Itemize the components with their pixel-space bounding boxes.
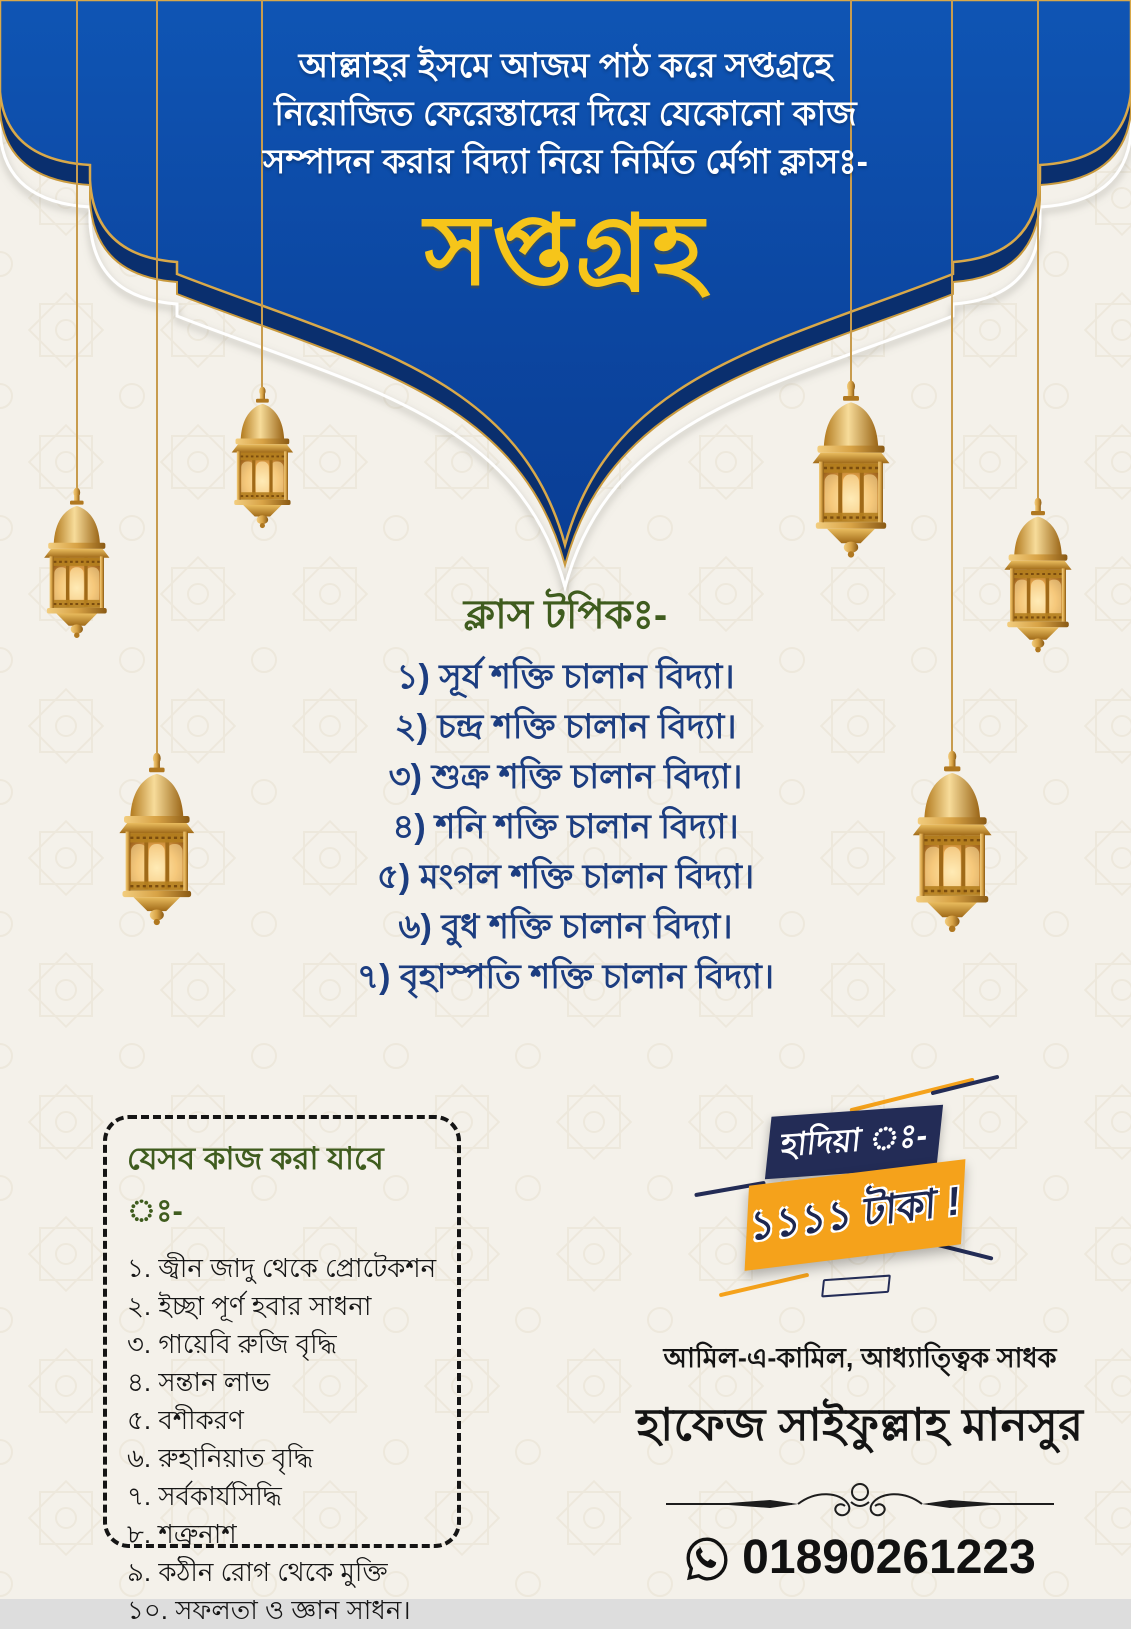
poster-title: সপ্তগ্রহ [424,198,707,306]
works-heading: যেসব কাজ করা যাবে ঃ- [127,1141,384,1228]
instructor-credentials: আমিল-এ-কামিল, আধ্যাত্ত্বিক সাধক [663,1343,1057,1373]
lantern-right-top [813,381,890,558]
lantern-left-top [232,387,293,528]
instructor-block [610,1338,1110,1585]
price-badge [690,1085,1070,1320]
intro-line: আল্লাহর ইসমে আজম পাঠ করে সপ্তগ্রহে [298,47,833,85]
work-item: ৩. গায়েবি রুজি বৃদ্ধি [127,1329,337,1359]
work-item: ৯. কঠীন রোগ থেকে মুক্তি [127,1557,388,1587]
topics-list [0,652,1131,1002]
ornamental-divider [660,1480,1060,1524]
work-item: ৭. সর্বকার্যসিদ্ধি [127,1481,282,1511]
accent-line-orange [719,1273,810,1298]
whatsapp-icon[interactable] [684,1535,730,1581]
phone-row[interactable] [610,1530,1110,1585]
topics-heading: ক্লাস টপিকঃ- [463,593,668,637]
work-item: ১. জ্বীন জাদু থেকে প্রোটেকশন [127,1253,437,1283]
work-item: ৮. শত্রুনাশ [127,1519,237,1549]
work-item: ২. ইচ্ছা পূর্ণ হবার সাধনা [127,1291,372,1321]
price-amount: ১১১১ টাকা ! [748,1178,962,1249]
works-box [103,1115,461,1625]
work-item: ৫. বশীকরণ [127,1405,244,1435]
intro-line: নিয়োজিত ফেরেস্তাদের দিয়ে যেকোনো কাজ [274,95,857,133]
price-label: হাদিয়া ঃ- [779,1116,930,1164]
accent-outline-box [821,1275,891,1298]
intro-line: সম্পাদন করার বিদ্যা নিয়ে নির্মিত র্মেগা ক্লাসঃ- [263,143,868,181]
topic-item: ১) সূর্য শক্তি চালান বিদ্যা। [396,658,735,696]
phone-number[interactable]: 01890261223 [742,1531,1036,1584]
topic-item: ৪) শনি শক্তি চালান বিদ্যা। [392,808,739,846]
topic-item: ৩) শুক্র শক্তি চালান বিদ্যা। [388,758,743,796]
work-item: ১০. সফলতা ও জ্ঞান সাধন। [127,1595,411,1625]
topic-item: ২) চন্দ্র শক্তি চালান বিদ্যা। [394,708,737,746]
topic-item: ৬) বুধ শক্তি চালান বিদ্যা। [398,908,733,946]
work-item: ৪. সন্তান লাভ [127,1367,270,1397]
divider-flourish-icon [660,1480,1060,1524]
topic-item: ৫) মংগল শক্তি চালান বিদ্যা। [376,858,755,896]
instructor-name: হাফেজ সাইফুল্লাহ মানসুর [636,1399,1084,1450]
topic-item: ৭) বৃহাস্পতি শক্তি চালান বিদ্যা। [356,958,775,996]
intro-text [0,42,1131,186]
work-item: ৬. রুহানিয়াত বৃদ্ধি [127,1443,314,1473]
